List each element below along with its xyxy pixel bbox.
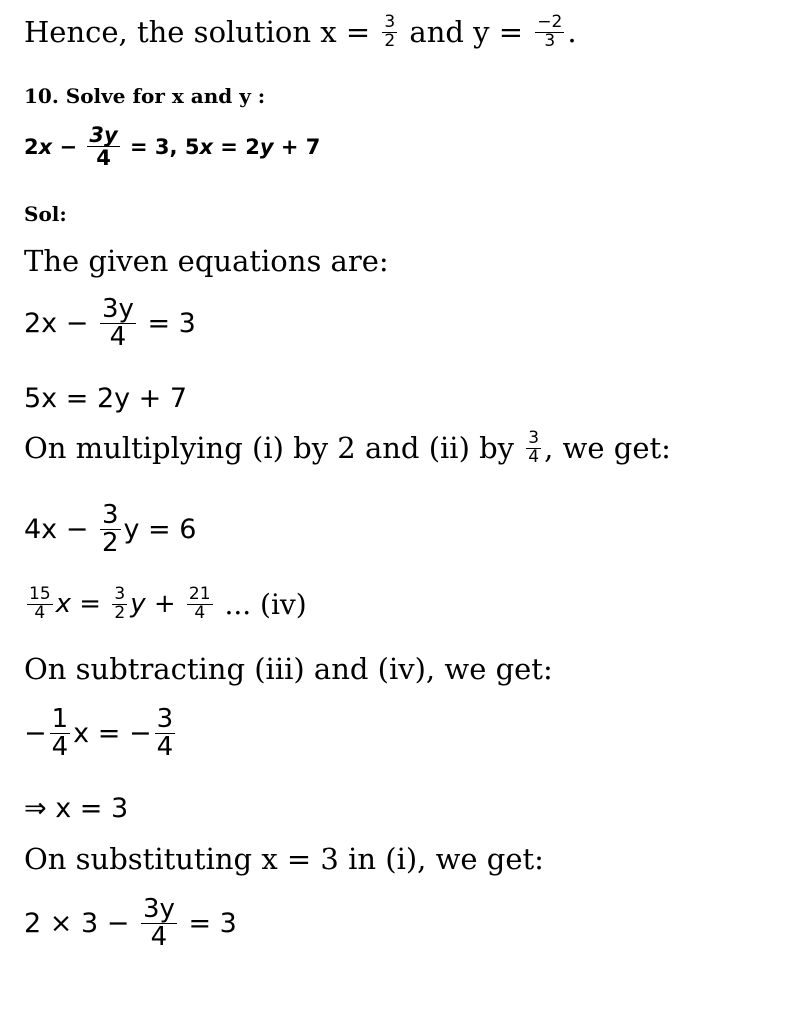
- substitute-line: On substituting x = 3 in (i), we get:: [24, 842, 544, 876]
- x-fraction: $\frac{3}{2}$: [384, 12, 396, 51]
- question-heading: 10. Solve for x and y :: [24, 84, 266, 108]
- eq5-fraction-2: $\frac{3}{4}$: [156, 704, 174, 763]
- y-fraction: $\frac{-2}{3}$: [537, 12, 563, 51]
- eq4-fraction-3: $\frac{21}{4}$: [188, 584, 211, 623]
- eq5-fraction-1: $\frac{1}{4}$: [51, 704, 69, 763]
- solution-end: .: [567, 15, 577, 50]
- eq4-fraction-2: $\frac{3}{2}$: [114, 584, 126, 623]
- equation-1: 2x − $\frac{3y}{4}$ = 3: [24, 294, 196, 353]
- subtract-line: On subtracting (iii) and (iv), we get:: [24, 652, 553, 686]
- solution-mid: and y =: [400, 15, 533, 50]
- equation-4: $\frac{15}{4}$ x = $\frac{3}{2}$ y + $\frac{21}{4}$ ... (iv): [29, 584, 307, 623]
- solution-line: [24, 14, 577, 51]
- equation-6: ⇒ x = 3: [24, 793, 129, 824]
- eq1-fraction: $\frac{3y}{4}$: [101, 294, 134, 353]
- eq7-fraction: $\frac{3y}{4}$: [142, 894, 175, 953]
- equation-3: 4x − $\frac{3}{2}$ y = 6: [24, 500, 197, 559]
- eq3-fraction: $\frac{3}{2}$: [101, 500, 119, 559]
- multiply-line: On multiplying (i) by 2 and (ii) by $\frac{3}{4}$ , we get:: [24, 428, 671, 467]
- problem-equation: 2 x − $\frac{3y}{4}$ = 3, 5 x = 2 y + 7: [24, 123, 321, 171]
- problem-fraction: $\frac{3y}{4}$: [89, 123, 118, 171]
- equation-5: − $\frac{1}{4}$ x = − $\frac{3}{4}$: [24, 704, 174, 763]
- eq4-fraction-1: $\frac{15}{4}$: [29, 584, 51, 623]
- given-text: The given equations are:: [24, 244, 389, 278]
- equation-7: 2 × 3 − $\frac{3y}{4}$ = 3: [24, 894, 237, 953]
- equation-2: 5x = 2y + 7: [24, 383, 188, 414]
- multiply-fraction: $\frac{3}{4}$: [528, 428, 540, 467]
- solution-label: Sol:: [24, 202, 67, 226]
- solution-prefix: Hence, the solution x =: [24, 15, 380, 50]
